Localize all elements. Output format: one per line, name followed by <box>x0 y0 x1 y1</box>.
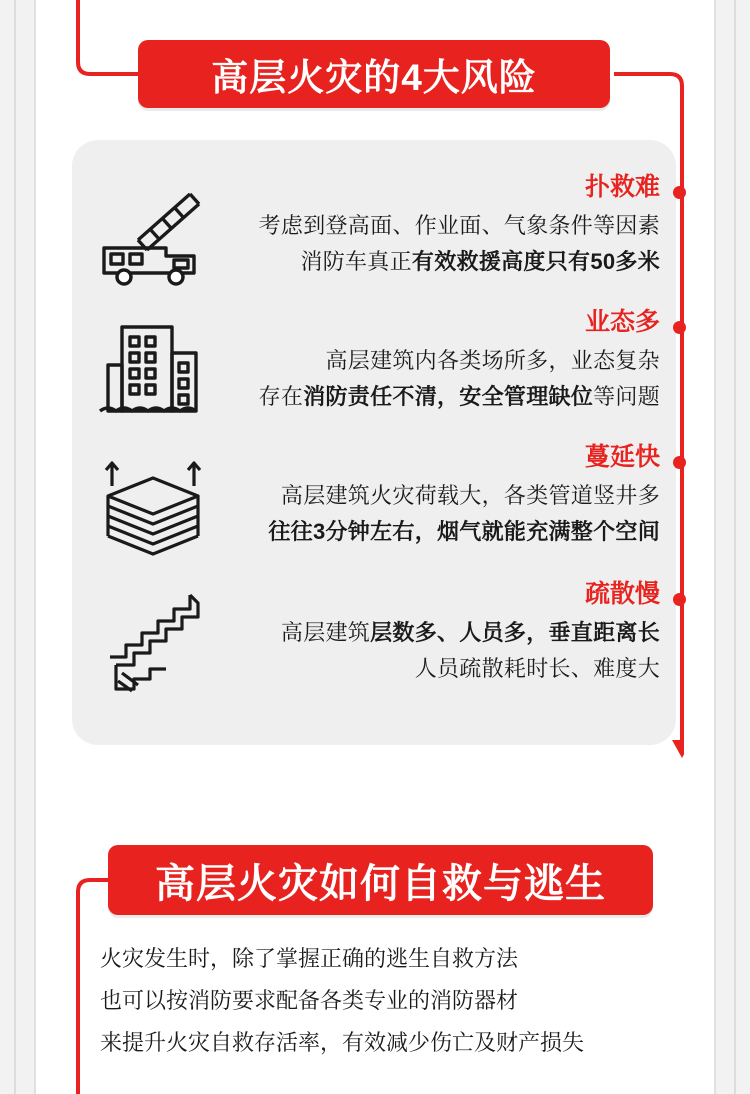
risk-line-3-2: 人员疏散耗时长、难度大 <box>414 656 660 681</box>
section-title-risks: 高层火灾的4大风险 <box>138 40 610 108</box>
section-title-escape: 高层火灾如何自救与逃生 <box>108 845 653 915</box>
rail-marker-1 <box>673 321 686 334</box>
risk-line-2-2 <box>212 514 660 550</box>
risk-title-2: 蔓延快 <box>584 443 660 471</box>
risk-item-1 <box>72 305 676 445</box>
rail-marker-0 <box>673 186 686 199</box>
risk-line-1-2 <box>212 379 660 415</box>
high-rise-building-icon <box>94 313 214 433</box>
risks-card <box>72 140 676 745</box>
bottom-paragraph-line-3: 来提升火灾自救存活率，有效减少伤亡及财产损失 <box>100 1030 585 1055</box>
rail-marker-2 <box>673 456 686 469</box>
risk-line-1-2-bold: 消防责任不清，安全管理缺位 <box>303 384 594 409</box>
risk-item-3 <box>72 577 676 717</box>
risk-line-0-2-bold: 有效救援高度只有50多米 <box>411 249 660 274</box>
risk-item-2 <box>72 440 676 580</box>
risk-title-1: 业态多 <box>584 308 660 336</box>
risk-line-2-2-bold: 往往3分钟左右，烟气就能充满整个空间 <box>268 519 660 544</box>
bottom-paragraph-line-2: 也可以按消防要求配备各类专业的消防器材 <box>100 988 519 1013</box>
risk-title-3: 疏散慢 <box>584 580 660 608</box>
risk-line-3-1-bold: 层数多、人员多，垂直距离长 <box>370 620 660 645</box>
staircase-icon <box>94 585 214 705</box>
risk-line-3-1-plain: 高层建筑 <box>280 620 371 645</box>
risk-line-2-1: 高层建筑火灾荷载大，各类管道竖井多 <box>280 483 660 508</box>
risk-line-3-1 <box>212 615 660 651</box>
risk-text-0 <box>212 170 660 280</box>
risk-line-1-2-plain-end: 等问题 <box>593 384 660 409</box>
risk-text-3 <box>212 577 660 687</box>
risk-text-1 <box>212 305 660 415</box>
risk-line-1-1: 高层建筑内各类场所多，业态复杂 <box>325 348 660 373</box>
risk-line-0-1: 考虑到登高面、作业面、气象条件等因素 <box>258 213 660 238</box>
risk-line-0-2-plain: 消防车真正 <box>300 249 412 274</box>
risk-item-0 <box>72 170 676 310</box>
rail-marker-3 <box>673 593 686 606</box>
risk-line-1-2-plain-start: 存在 <box>258 384 304 409</box>
stacked-floors-icon <box>94 448 214 568</box>
risk-line-0-2 <box>212 244 660 280</box>
risk-text-2 <box>212 440 660 550</box>
bottom-paragraph <box>100 938 660 1064</box>
bottom-paragraph-line-1: 火灾发生时，除了掌握正确的逃生自救方法 <box>100 946 519 971</box>
fire-truck-ladder-icon <box>94 178 214 298</box>
risk-title-0: 扑救难 <box>584 173 660 201</box>
